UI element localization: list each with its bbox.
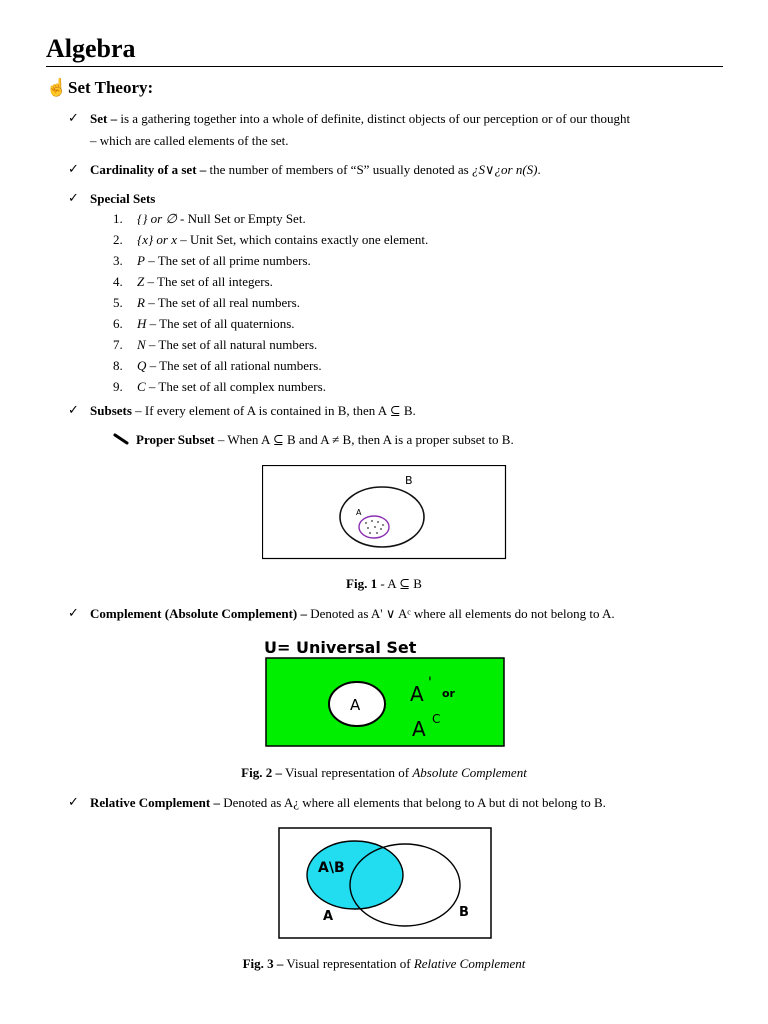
set-symbol: Z xyxy=(137,274,145,289)
proper-subset-definition: Proper Subset – When A ⊆ B and A ≠ B, then A is a proper subset to B. xyxy=(136,432,514,447)
list-item-number: 9. xyxy=(113,379,123,394)
set-b-label: B xyxy=(405,474,413,487)
set-symbol: {} or ∅ xyxy=(137,211,177,226)
figure-2-caption: Fig. 2 – Visual representation of Absolute Complement xyxy=(241,765,527,780)
list-item-number: 6. xyxy=(113,316,123,331)
list-item xyxy=(137,295,300,311)
list-item xyxy=(137,316,295,332)
title-rule xyxy=(46,66,723,67)
set-symbol: R xyxy=(137,295,145,310)
set-description: – The set of all natural numbers. xyxy=(145,337,318,352)
list-item xyxy=(137,211,306,227)
section-label: Set Theory: xyxy=(68,78,154,97)
prime-mark: ' xyxy=(428,675,432,691)
check-icon: ✓ xyxy=(68,161,79,176)
check-icon: ✓ xyxy=(68,110,79,125)
set-description: – The set of all real numbers. xyxy=(144,295,300,310)
set-symbol: H xyxy=(137,316,147,331)
set-definition: Set – is a gathering together into a whole of definite, distinct objects of our perception or of our thought – which are called elements of the set. xyxy=(90,111,631,148)
list-item-number: 5. xyxy=(113,295,123,310)
check-icon: ✓ xyxy=(68,605,79,620)
list-item-number: 3. xyxy=(113,253,123,268)
set-a-label: A xyxy=(356,508,362,517)
list-item-number: 4. xyxy=(113,274,123,289)
list-item-number: 1. xyxy=(113,211,123,226)
figure-3-caption: Fig. 3 – Visual representation of Relative Complement xyxy=(242,956,526,971)
subsets-definition: Subsets – If every element of A is contained in B, then A ⊆ B. xyxy=(90,403,416,418)
set-description: - Null Set or Empty Set. xyxy=(176,211,306,226)
check-icon: ✓ xyxy=(68,794,79,809)
set-description: – The set of all integers. xyxy=(144,274,273,289)
complement-label-c: A xyxy=(412,717,426,741)
set-symbol: N xyxy=(137,337,146,352)
set-symbol: C xyxy=(137,379,146,394)
cardinality-definition: Cardinality of a set – the number of members of “S” usually denoted as ¿S∨¿or n(S). xyxy=(90,162,541,177)
list-item-number: 2. xyxy=(113,232,123,247)
special-sets-heading: Special Sets xyxy=(90,191,156,206)
section-heading xyxy=(46,78,153,98)
check-icon: ✓ xyxy=(68,190,79,205)
set-symbol: P xyxy=(137,253,145,268)
universal-set-heading: U= Universal Set xyxy=(264,638,417,657)
set-a-label: A xyxy=(350,696,361,714)
c-superscript: C xyxy=(432,712,441,726)
set-symbol: Q xyxy=(137,358,147,373)
set-description: – The set of all complex numbers. xyxy=(145,379,326,394)
pen-icon xyxy=(113,433,129,445)
figure-2-complement-diagram xyxy=(262,633,508,749)
complement-definition: Complement (Absolute Complement) – Denoted as A' ∨ Aᶜ where all elements do not belong to A. xyxy=(90,606,615,621)
relative-complement-definition: Relative Complement – Denoted as A¿ where all elements that belong to A but di not belong to B. xyxy=(90,795,606,810)
set-symbol: {x} or x xyxy=(137,232,177,247)
page-title: Algebra xyxy=(46,34,136,63)
list-item xyxy=(137,253,311,269)
set-description: – The set of all quaternions. xyxy=(146,316,295,331)
figure-1-caption: Fig. 1 - A ⊆ B xyxy=(346,576,422,591)
complement-label-prime: A xyxy=(410,682,424,706)
set-description: – The set of all prime numbers. xyxy=(144,253,311,268)
figure-1-subset-diagram xyxy=(262,465,507,560)
set-b-label: B xyxy=(459,905,469,920)
set-description: – Unit Set, which contains exactly one element. xyxy=(177,232,429,247)
list-item xyxy=(137,358,322,374)
list-item xyxy=(137,337,317,353)
check-icon: ✓ xyxy=(68,402,79,417)
list-item xyxy=(137,379,326,395)
set-a-label: A xyxy=(323,909,334,924)
list-item-number: 8. xyxy=(113,358,123,373)
list-item xyxy=(137,274,273,290)
set-description: – The set of all rational numbers. xyxy=(146,358,322,373)
a-minus-b-label: A\B xyxy=(318,860,345,876)
list-item xyxy=(137,232,428,248)
hand-pointing-icon: ☝ xyxy=(46,78,68,97)
list-item-number: 7. xyxy=(113,337,123,352)
figure-3-relative-complement-diagram xyxy=(278,827,493,940)
or-label: or xyxy=(442,687,455,700)
